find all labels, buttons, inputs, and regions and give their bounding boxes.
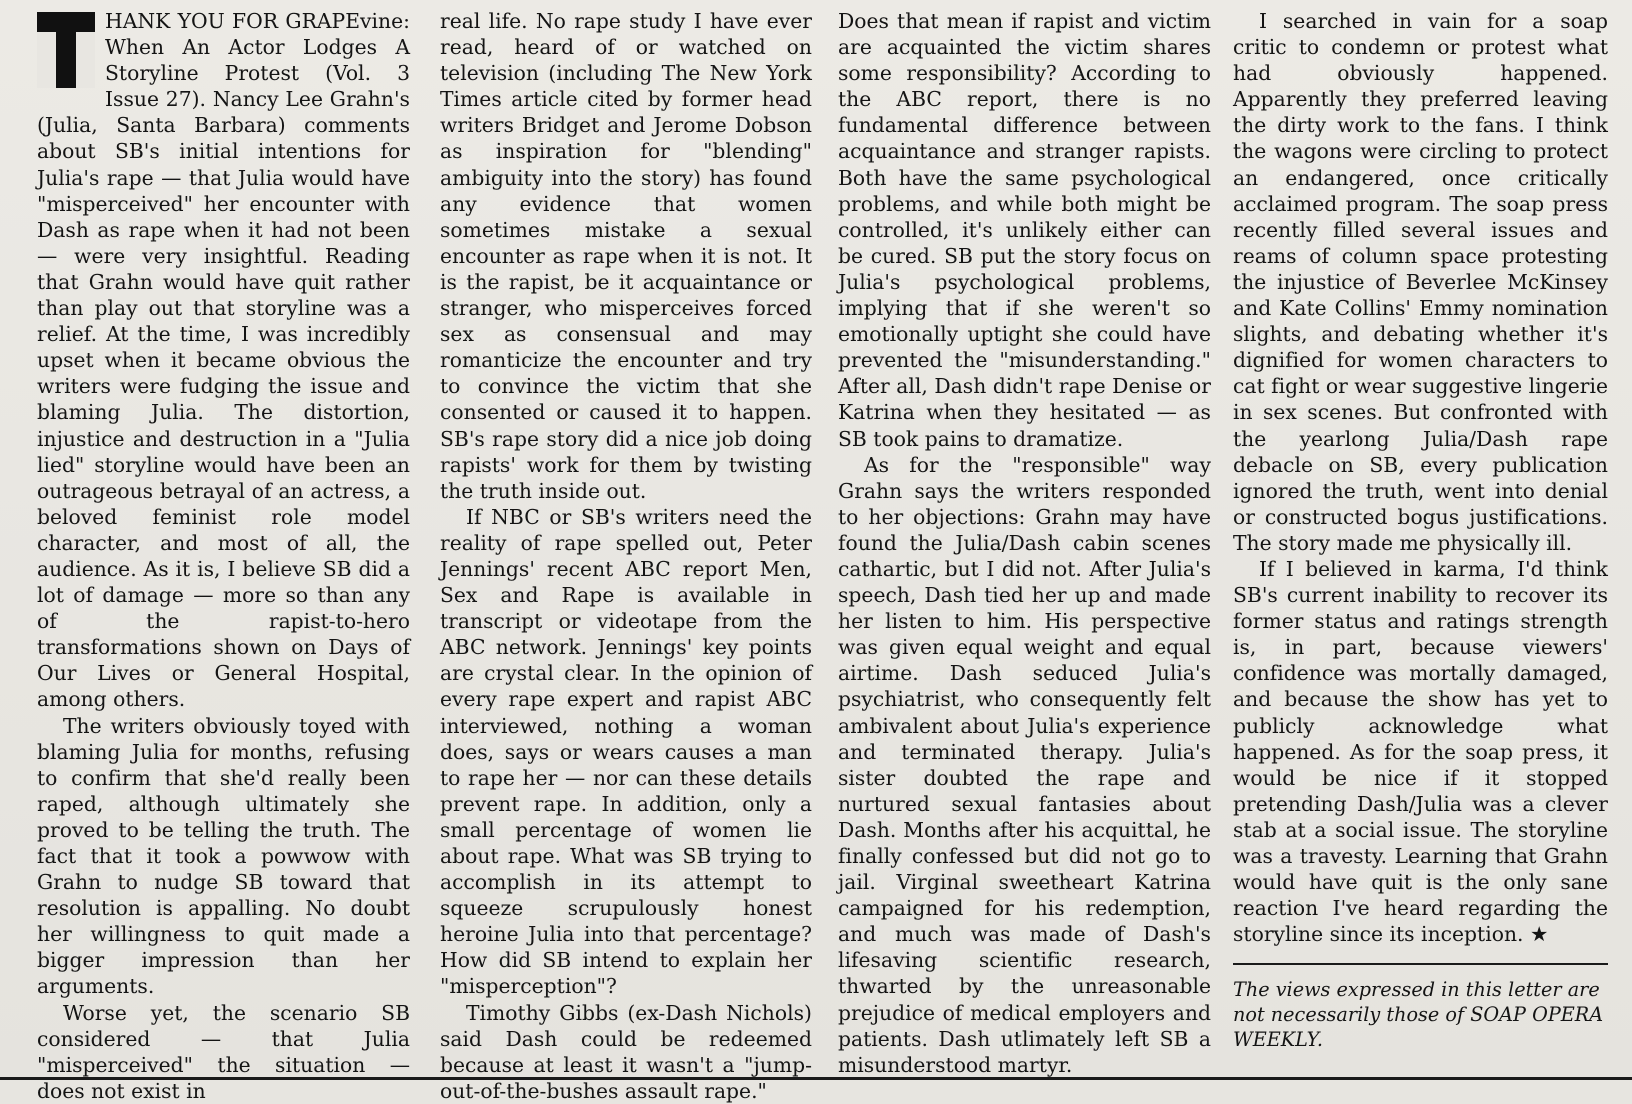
editorial-disclaimer: The views expressed in this letter are not necessarily those of SOAP OPERA WEEKLY. [1233,978,1604,1052]
drop-cap-t-icon [37,12,95,88]
paragraph: Timothy Gibbs (ex-Dash Nichols) said Dash could be redeemed because at least it wasn't a "jump-out-of-the-bushes assault rape." [440,1000,812,1103]
divider-rule [1233,963,1608,965]
paragraph: The writers obviously toyed with blaming Julia for months, refusing to confirm that she'd really been raped, although ultimately she proved to be telling the truth. The fact that it took a powwow with Grahn to nudge SB toward that resolution is appalling. No doubt her willingness to quit made a bigger impression than her arguments. [37,713,410,999]
paragraph: As for the "responsible" way Grahn says the writers responded to her objections: Grahn may have found the Julia/Dash cabin scenes cathartic, but I did not. After Julia's speech, Dash tied her up and made her listen to him. His perspective was given equal weight and equal airtime. Dash seduced Julia's psychiatrist, who consequently felt ambivalent about Julia's experience and terminated therapy. Julia's sister doubted the rape and nurtured sexual fantasies about Dash. Months after his acquittal, he finally confessed but did not go to jail. Virginal sweetheart Katrina campaigned for his redemption, and much was made of Dash's lifesaving scientific research, thwarted by the unreasonable prejudice of medical employers and patients. Dash utlimately left SB a misunderstood martyr. [838,452,1211,1077]
column-4 [1233,8,1608,1069]
star-icon: ★ [1529,922,1549,947]
paragraph: Does that mean if rapist and victim are acquainted the victim shares some responsibility? According to the ABC report, there is no fundamental difference between acquaintance and stranger rapists. Both have the same psychological problems, and while both might be controlled, it's unlikely either can be cured. SB put the story focus on Julia's psychological problems, implying that if she weren't so emotionally uptight she could have prevented the "misunderstanding." After all, Dash didn't rape Denise or Katrina when they hesitated — as SB took pains to dramatize. [838,9,1211,451]
paragraph [37,8,410,713]
column-2 [440,8,812,1103]
paragraph: Worse yet, the scenario SB considered — that Julia "misperceived" the situation — does not exist in [37,1000,410,1103]
column-1 [37,8,410,1103]
paragraph: real life. No rape study I have ever read, heard of or watched on television (including The New York Times article cited by former head writers Bridget and Jerome Dobson as inspiration for "blending" ambiguity into the story) has found any evidence that women sometimes mistake a sexual encounter as rape when it is not. It is the rapist, be it acquaintance or stranger, who misperceives forced sex as consensual and may romanticize the encounter and try to convince the victim that she consented or caused it to happen. SB's rape story did a nice job doing rapists' work for them by twisting the truth inside out. [440,9,812,503]
paragraph [1233,556,1608,947]
column-3 [838,8,1211,1077]
paragraph: If NBC or SB's writers need the reality of rape spelled out, Peter Jennings' recent ABC report Men, Sex and Rape is available in transcript or videotape from the ABC network. Jennings' key points are crystal clear. In the opinion of every rape expert and rapist ABC interviewed, nothing a woman does, says or wears causes a man to rape her — nor can these details prevent rape. In addition, only a small percentage of women lie about rape. What was SB trying to accomplish in its attempt to squeeze scrupulously honest heroine Julia into that percentage? How did SB intend to explain her "misperception"? [440,504,812,999]
paragraph-text: If I believed in karma, I'd think SB's current inability to recover its former status and ratings strength is, in part, because viewers' confidence was mortally damaged, and because the show has yet to publicly acknowledge what happened. As for the soap press, it would be nice if it stopped pretending Dash/Julia was a clever stab at a social issue. The storyline was a travesty. Learning that Grahn would have quit is the only sane reaction I've heard regarding the storyline since its inception. [1233,556,1608,947]
paragraph: I searched in vain for a soap critic to condemn or protest what had obviously happened. Apparently they preferred leaving the dirty work to the fans. I think the wagons were circling to protect an endangered, once critically acclaimed program. The soap press recently filled several issues and reams of column space protesting the injustice of Beverlee McKinsey and Kate Collins' Emmy nomination slights, and debating whether it's dignified for women characters to cat fight or wear suggestive lingerie in sex scenes. But confronted with the yearlong Julia/Dash rape debacle on SB, every publication ignored the truth, went into denial or constructed bogus justifications. The story made me physically ill. [1233,9,1608,555]
paragraph-text: HANK YOU FOR GRAPEvine: When An Actor Lodges A Storyline Protest (Vol. 3 Issue 27). Nancy Lee Grahn's (Julia, Santa Barbara) comments about SB's initial intentions for Julia's rape — that Julia would have "misperceived" her encounter with Dash as rape when it had not been — were very insightful. Reading that Grahn would have quit rather than play out that storyline was a relief. At the time, I was incredibly upset when it became obvious the writers were fudging the issue and blaming Julia. The distortion, injustice and destruction in a "Julia lied" storyline would have been an outrageous betrayal of an actress, a beloved feminist role model character, and most of all, the audience. As it is, I believe SB did a lot of damage — more so than any of the rapist-to-hero transformations shown on Days of Our Lives or General Hospital, among others. [37,9,410,712]
